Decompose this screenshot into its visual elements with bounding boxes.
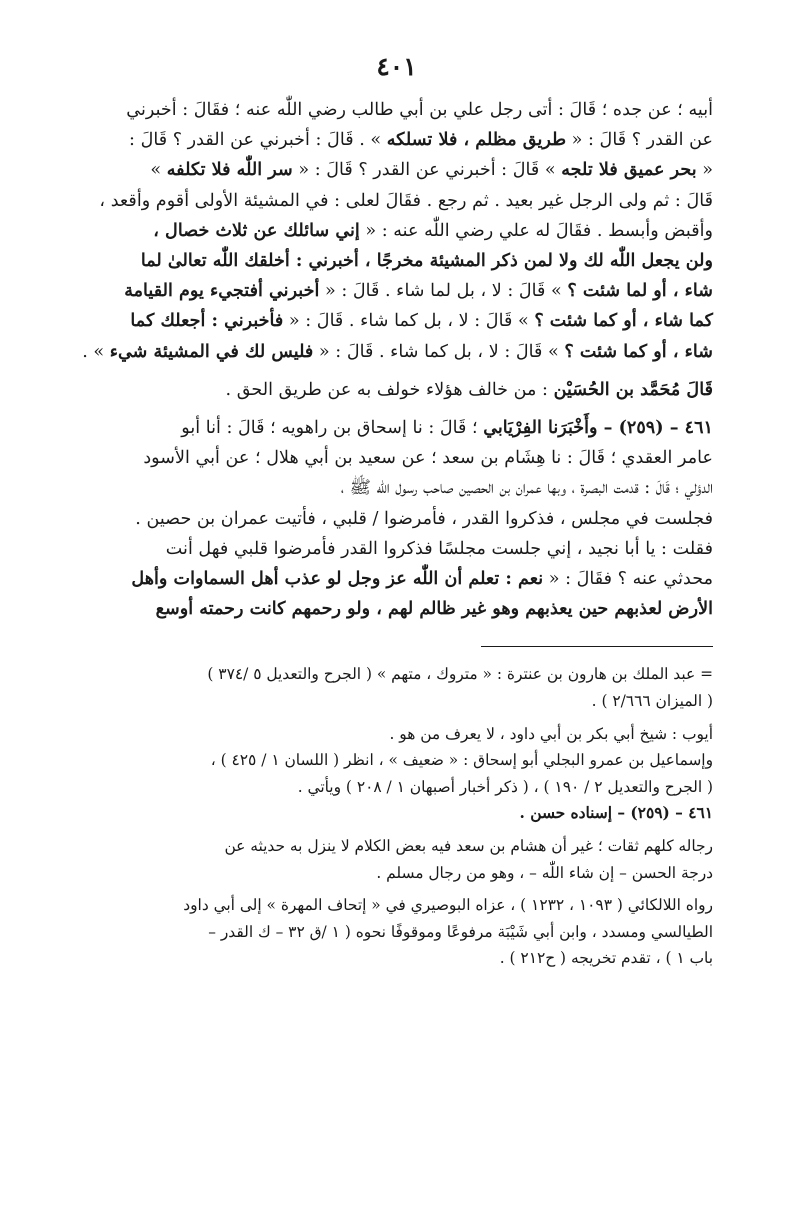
text-line bbox=[80, 473, 713, 503]
quote-bold: أخبرني أفتجيء يوم القيامة bbox=[124, 280, 320, 302]
text-run: » . قَالَ : أخبرني عن القدر ؟ قَالَ : bbox=[129, 130, 387, 151]
footnote-line: ( الجرح والتعديل ٢ / ١٩٠ ) ، ( ذكر أخبار أصبهان ١ / ٢٠٨ ) ويأتي . bbox=[297, 777, 713, 796]
text-run: عامر العقدي ؛ قَالَ : نا هِشَام بن سعد ؛ عن سعيد بن أبي هلال ؛ عن أبي الأسود bbox=[143, 448, 713, 469]
text-run: : من خالف هؤلاء خولف به عن طريق الحق . bbox=[225, 379, 554, 400]
text-line bbox=[80, 413, 713, 443]
quote-bold: سر اللّٰه فلا تكلفه bbox=[166, 159, 293, 181]
quote-bold: كما شاء ، أو كما شئت ؟ bbox=[534, 310, 713, 332]
quote-bold: الأرض لعذبهم حين يعذبهم وهو غير ظالم لهم ، ولو رحمهم كانت رحمته أوسع bbox=[155, 598, 713, 620]
text-line bbox=[80, 375, 713, 405]
quote-bold: بحر عميق فلا تلجه bbox=[561, 159, 697, 181]
text-run: فجلست في مجلس ، فذكروا القدر ، فأمرضوا / قلبي ، فأتيت عمران بن حصين . bbox=[135, 508, 713, 529]
text-line bbox=[80, 443, 713, 473]
quote-bold: ولن يجعل اللّٰه لك ولا لمن ذكر المشيئة مخرجًا ، أخبرني : أخلقك اللّٰه تعالىٰ لما bbox=[140, 250, 713, 272]
hadith-number: ٤٦١ – (٢٥٩) – وأَخْبَرَنا الفِرْيَابي bbox=[483, 417, 713, 439]
main-text bbox=[80, 95, 713, 624]
author-name: قَالَ مُحَمَّد بن الحُسَيْن bbox=[553, 378, 713, 400]
text-run: » قَالَ : لا ، بل لما شاء . قَالَ : « bbox=[319, 281, 568, 302]
quote-bold: طريق مظلم ، فلا تسلكه bbox=[386, 129, 567, 151]
text-run: محدثي عنه ؟ فقَالَ : « bbox=[543, 569, 713, 590]
footnote-line: باب ١ ) ، تقدم تخريجه ( ح٢١٢ ) . bbox=[499, 949, 713, 968]
text-line bbox=[80, 125, 713, 155]
text-run: أبيه ؛ عن جده ؛ قَالَ : أتى رجل علي بن أبي طالب رضي اللّٰه عنه ؛ فقَالَ : أخبرني bbox=[126, 100, 713, 120]
text-line bbox=[80, 594, 713, 624]
text-line bbox=[80, 95, 713, 125]
footnote-line: ( الميزان ٢/٦٦٦ ) . bbox=[591, 692, 713, 711]
quote-bold: فليس لك في المشيئة شيء bbox=[109, 340, 314, 362]
text-line bbox=[80, 186, 713, 216]
text-line bbox=[80, 216, 713, 246]
text-line bbox=[80, 246, 713, 276]
text-line bbox=[80, 155, 713, 185]
text-line bbox=[80, 534, 713, 564]
text-run: قَالَ : ثم ولى الرجل غير بعيد . ثم رجع . فقَالَ لعلى : في المشيئة الأولى أقوم وأقعد ، bbox=[99, 190, 713, 211]
footnote-heading: ٤٦١ – (٢٥٩) – إسناده حسن . bbox=[519, 804, 713, 823]
text-line bbox=[80, 564, 713, 594]
footnote-line: = عبد الملك بن هارون بن عنترة : « متروك ، متهم » ( الجرح والتعديل ٥ /٣٧٤ ) bbox=[207, 665, 713, 684]
text-run: » قَالَ : أخبرني عن القدر ؟ قَالَ : « bbox=[292, 160, 562, 181]
quote-bold: إني سائلك عن ثلاث خصال ، bbox=[153, 219, 360, 241]
page-number: ٤٠١ bbox=[376, 52, 417, 81]
footnote-line: رجاله كلهم ثقات ؛ غير أن هشام بن سعد فيه بعض الكلام لا ينزل به حديثه عن bbox=[224, 837, 713, 856]
text-line bbox=[80, 504, 713, 534]
quote-bold: شاء ، أو كما شئت ؟ bbox=[564, 340, 713, 362]
footnote-line: الطيالسي ومسدد ، وابن أبي شَيْبَة مرفوعًا وموقوفًا نحوه ( ١ /ق ٣٢ – ك القدر – bbox=[208, 922, 713, 941]
footnote-line: درجة الحسن – إن شاء اللّٰه – ، وهو من رجال مسلم . bbox=[376, 863, 713, 882]
quote-bold: شاء ، أو لما شئت ؟ bbox=[567, 280, 713, 302]
text-run: » قَالَ : لا ، بل كما شاء . قَالَ : « bbox=[283, 311, 535, 332]
text-run: « bbox=[696, 160, 713, 181]
footnote-divider bbox=[481, 646, 713, 647]
text-run: » bbox=[150, 160, 167, 181]
text-run: فقلت : يا أبا نجيد ، إني جلست مجلسًا فذكروا القدر فأمرضوا قلبي فهل أنت bbox=[165, 538, 713, 559]
text-run: » قَالَ : لا ، بل كما شاء . قَالَ : « bbox=[313, 341, 565, 362]
text-run: عن القدر ؟ قَالَ : « bbox=[566, 130, 713, 151]
text-run: وأقبض وأبسط . فقَالَ له علي رضي اللّٰه عنه : « bbox=[359, 220, 713, 241]
footnote-line: أيوب : شيخ أبي بكر بن أبي داود ، لا يعرف من هو . bbox=[389, 724, 713, 743]
quote-bold: فأخبرني : أجعلك كما bbox=[130, 310, 284, 332]
text-line bbox=[80, 306, 713, 336]
quote-bold: نعم : تعلم أن اللّٰه عز وجل لو عذب أهل السماوات وأهل bbox=[131, 568, 544, 590]
text-run: » . bbox=[82, 341, 110, 362]
text-line bbox=[80, 276, 713, 306]
text-line bbox=[80, 337, 713, 367]
footnotes bbox=[80, 661, 713, 972]
text-run: ؛ قَالَ : نا إسحاق بن راهويه ؛ قَالَ : أنا أبو bbox=[181, 418, 484, 439]
footnote-line: وإسماعيل بن عمرو البجلي أبو إسحاق : « ضعيف » ، انظر ( اللسان ١ / ٤٢٥ ) ، bbox=[210, 751, 713, 770]
text-run: الدؤلي ؛ قَالَ : قدمت البصرة ، وبها عمران بن الحصين صاحب رسول اللّٰه ﷺ ، bbox=[340, 478, 713, 499]
footnote-line: رواه اللالكائي ( ١٠٩٣ ، ١٢٣٢ ) ، عزاه البوصيري في « إتحاف المهرة » إلى أبي داود bbox=[183, 896, 713, 915]
